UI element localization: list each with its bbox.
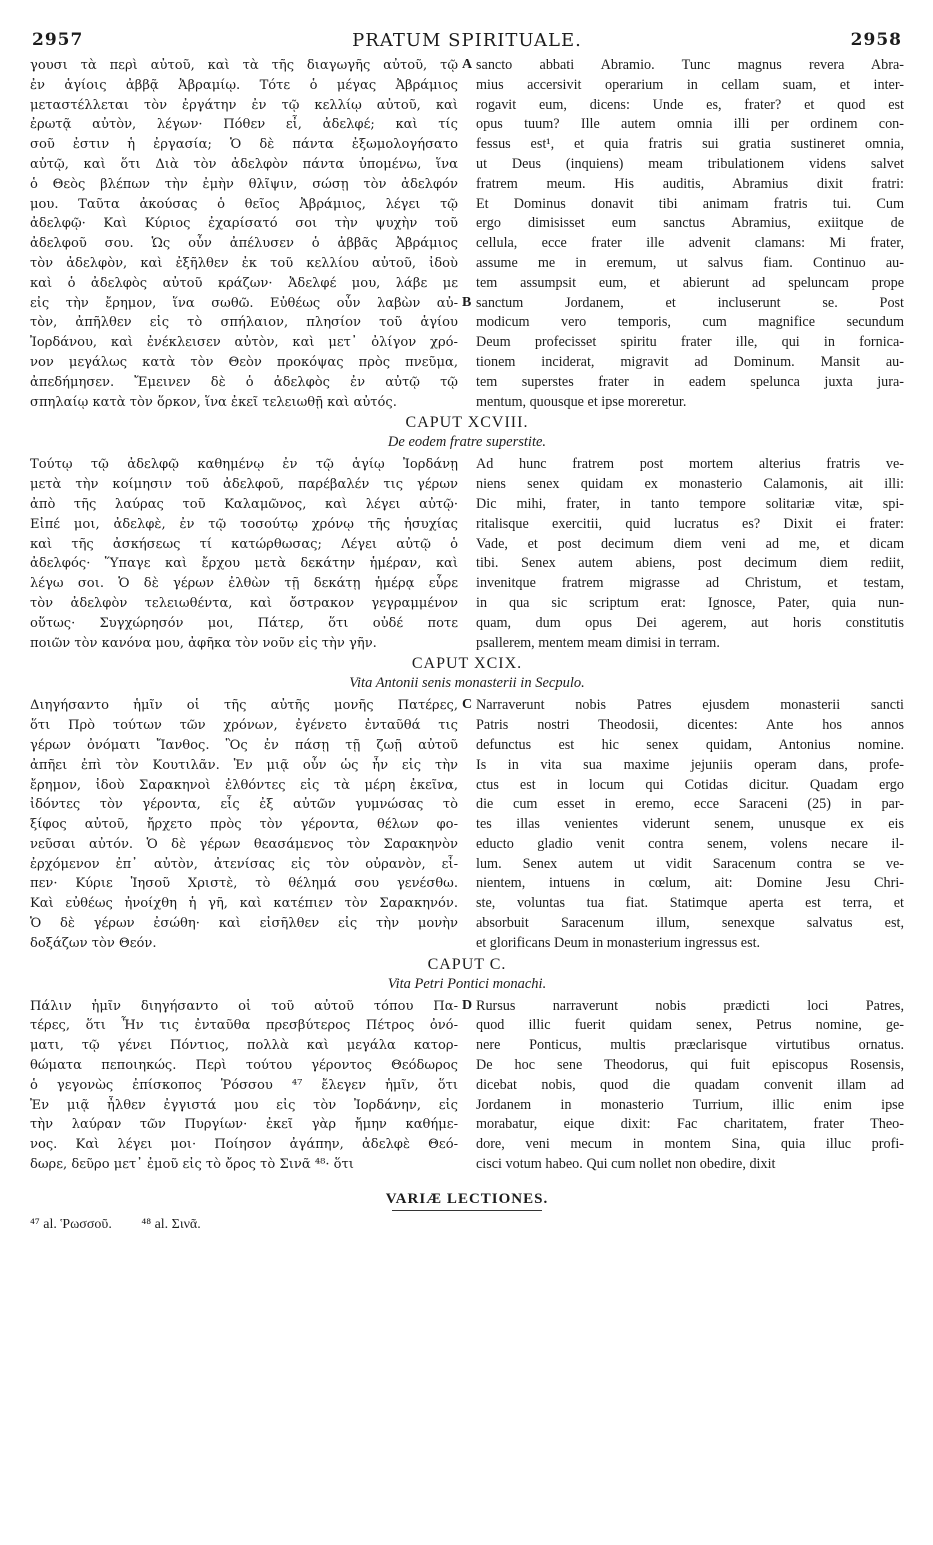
latin-text-line: Narraverunt nobis Patres ejusdem monasterii sancti xyxy=(476,697,904,714)
latin-text-line: lum. Senex autem ut vidit Saracenum contra se ve- xyxy=(476,855,904,872)
latin-text-line: ut Deus (inquiens) meam tribulationem videns salvet xyxy=(476,155,904,172)
caput-subtitle: Vita Antonii senis monasterii in Secpulo. xyxy=(349,675,585,692)
greek-text-line: Ὁ δὲ γέρων ἐσώθη· καὶ εἰσῆλθεν εἰς τὴν μονὴν xyxy=(30,916,458,932)
two-column-text xyxy=(30,696,904,953)
variant-note: ⁴⁷ al. Ῥωσσοῦ. xyxy=(30,1216,112,1232)
greek-column xyxy=(30,997,458,1175)
greek-text-line: ξίφος αὐτοῦ, ἤρχετο πρὸς τὸν γέροντα, θέλων φο- xyxy=(30,817,458,833)
latin-text-line: assume me in eremum, ut salvus fiam. Continuo au- xyxy=(476,254,904,271)
latin-text-line: quam, dum opus Dei agerem, aut horis constitutis xyxy=(476,614,904,631)
latin-text-line: Et Dominus donavit tibi animam fratris tui. Cum xyxy=(476,195,904,212)
greek-text-line: ἔρημον, ἰδοὺ Σαρακηνοὶ ἐλθόντες εἰς τὰ μέρη ἐκεῖνα, xyxy=(30,777,458,793)
greek-text-line: ἐν ἁγίοις ἀββᾷ Ἀβραμίῳ. Τότε ὁ μέγας Ἀβράμιος xyxy=(30,77,458,93)
latin-text-line: ste, voluntas tua fiat. Statimque aperta est terra, et xyxy=(476,895,904,912)
greek-column xyxy=(30,455,458,653)
greek-text-line: ἐρωτᾷ αὐτὸν, λέγων· Πόθεν εἶ, ἀδελφέ; καὶ τίς xyxy=(30,117,458,133)
latin-text-line: dore, veni mecum in montem Sina, quia illuc profi- xyxy=(476,1136,904,1153)
latin-column xyxy=(476,997,904,1175)
latin-text-line: mentum, quousque et ipse moreretur. xyxy=(476,393,687,410)
greek-text-line: Πάλιν ἡμῖν διηγήσαντο οἱ τοῦ αὐτοῦ τόπου Πα- xyxy=(30,998,458,1014)
caput-subtitle: De eodem fratre superstite. xyxy=(387,434,547,451)
left-page-number: 2957 xyxy=(32,30,84,50)
latin-text-line: Dic mihi, frater, in tanto tempore solitariæ vitæ, spi- xyxy=(476,495,904,512)
greek-text-line: Τούτῳ τῷ ἀδελφῷ καθημένῳ ἐν τῷ ἁγίῳ Ἰορδάνῃ xyxy=(30,457,458,473)
latin-text-line: Ad hunc fratrem post mortem alterius fratris ve- xyxy=(476,456,904,473)
greek-text-line: ἀπὸ τῆς λαύρας τοῦ Καλαμῶνος, καὶ λέγει αὐτῷ· xyxy=(30,496,458,512)
greek-text-line: τέρες, ὅτι Ἦν τις ἐνταῦθα πρεσβύτερος Πέτρος ὀνό- xyxy=(30,1018,458,1034)
greek-text-line: οὕτως· Συγχώρησόν μοι, Πάτερ, ὅτι οὐδέ ποτε xyxy=(30,615,458,631)
greek-text-line: ἰδόντες τὸν γέροντα, εἷς ἐξ αὐτῶν γυμνώσας τὸ xyxy=(30,797,458,813)
caput-heading: CAPUT XCVIII. xyxy=(405,414,529,432)
greek-text-line: τὴν λαύραν τῶν Πυργίων· ἐκεῖ γὰρ ἤμην καθήμε- xyxy=(30,1117,458,1133)
caput-heading: CAPUT XCIX. xyxy=(411,655,523,673)
greek-text-line: γουσι τὰ περὶ αὐτοῦ, καὶ τὰ τῆς διαγωγῆς αὐτοῦ, τῷ xyxy=(30,58,458,73)
greek-text-line: ἀδελφοῦ σου. Ὡς οὖν ἀπέλυσεν ὁ ἀββᾶς Ἀβράμιος xyxy=(30,236,458,252)
latin-text-line: et glorificans Deum in monasterium ingressus est. xyxy=(476,934,761,951)
latin-text-line: absorbuit Saracenum illum, senexque salvatus est, xyxy=(476,915,904,932)
latin-text-line: tibi. Senex autem abiens, post decimum diem rediit, xyxy=(476,555,904,572)
latin-text-line: Rursus narraverunt nobis prædicti loci Patres, xyxy=(476,997,904,1014)
greek-text-line: μεταστέλλεται τὸν ἐργάτην ἐν τῷ κελλίῳ αὐτοῦ, καὶ xyxy=(30,97,458,113)
latin-column xyxy=(476,455,904,653)
variant-notes xyxy=(30,1217,904,1233)
latin-text-line: dicebat nobis, quod die quadam convenit illam ad xyxy=(476,1076,904,1093)
two-column-text xyxy=(30,997,904,1175)
greek-text-line: λέγω σοι. Ὁ δὲ γέρων ἐλθὼν τῇ δεκάτῃ ἡμέρᾳ εὗρε xyxy=(30,576,458,592)
greek-text-line: νος. Καὶ λέγει μοι· Ποίησον ἀγάπην, ἀδελφὲ Θεό- xyxy=(30,1137,458,1153)
greek-text-line: ὅτι Πρὸ τούτων τῶν χρόνων, ἐγένετο ἐνταῦθά τις xyxy=(30,718,458,734)
latin-column xyxy=(476,56,904,412)
greek-text-line: εἰς τὴν ἔρημον, ἵνα σωθῶ. Εὐθέως οὖν λαβὼν αὐ- xyxy=(30,295,458,311)
greek-text-line: καὶ τῆς ἀσκήσεως τί κατώρθωσας; Λέγει αὐτῷ ὁ xyxy=(30,536,458,552)
latin-text-line: De hoc sene Theodorus, qui fuit episcopus Rosensis, xyxy=(476,1057,904,1074)
greek-text-line: Ἐν μιᾷ ἦλθεν ἐγγιστά μου εἰς τὸν Ἰορδάνην, εἰς xyxy=(30,1097,458,1113)
greek-text-line: ἀπῆει ἐπὶ τὸν Κουτιλᾶν. Ἐν μιᾷ οὖν ὡς ἦν εἰς τὴν xyxy=(30,757,458,773)
latin-text-line: opus tuum? Ille autem omnia illi per ordinem con- xyxy=(476,116,904,133)
greek-text-line: θώματα πεποιηκώς. Περὶ τούτου γέροντος Θεόδωρος xyxy=(30,1058,458,1074)
greek-text-line: δωρε, δεῦρο μετ᾽ ἐμοῦ εἰς τὸ ὄρος τὸ Σινᾶ ⁴⁸· ὅτι xyxy=(30,1157,354,1173)
caput-section xyxy=(30,56,904,412)
latin-text-line: morabatur, eique dixit: Fac charitatem, frater Theo- xyxy=(476,1116,904,1133)
greek-text-line: ἀδελφός· Ὕπαγε καὶ ἔρχου μετὰ δεκάτην ἡμέραν, καὶ xyxy=(30,556,458,572)
caput-heading: CAPUT C. xyxy=(427,955,507,973)
latin-text-line: Patris nostri Theodosii, dicentes: Ante hos annos xyxy=(476,717,904,734)
greek-text-line: Εἰπέ μοι, ἀδελφὲ, ἐν τῷ τοσούτῳ χρόνῳ τῆς ἡσυχίας xyxy=(30,516,458,532)
margin-letter: D xyxy=(462,997,473,1013)
greek-text-line: νον μεγάλως κατὰ τὸν Θεὸν προκόψας πρὸς πνεῦμα, xyxy=(30,354,458,370)
margin-letter: C xyxy=(462,697,473,713)
latin-text-line: niens senex quidam ex monasterio Calamonis, ait illi: xyxy=(476,476,904,493)
greek-text-line: ποιῶν τὸν κανόνα μου, ἀφῆκα τὸν νοῦν εἰς τὴν γῆν. xyxy=(30,635,377,651)
latin-text-line: Deum profecisset spiritu frater ille, qui in fornica- xyxy=(476,334,904,351)
latin-text-line: Jordanem in monasterio Turrium, illic enim ipse xyxy=(476,1096,904,1113)
greek-text-line: τὸν ἀδελφὸν, καὶ ἐξῆλθεν ἐκ τοῦ κελλίου αὐτοῦ, ἰδοὺ xyxy=(30,255,458,271)
greek-text-line: σοῦ ἐστιν ἡ ἐργασία; Ὁ δὲ πάντα ἐξωμολογήσατο xyxy=(30,137,458,153)
latin-text-line: cisci votum habeo. Qui cum nollet non obedire, dixit xyxy=(476,1156,776,1173)
latin-text-line: mius accersivit operarium in cellam suam, et inter- xyxy=(476,76,904,93)
latin-text-line: fratrem meum. His auditis, Abramius dixit fratri: xyxy=(476,175,904,192)
latin-text-line: cellula, ecce frater ille advenit clamans: Mi frater, xyxy=(476,235,904,252)
latin-text-line: quod illic fuerit quidam senex, Petrus nomine, ge- xyxy=(476,1017,904,1034)
greek-text-line: μου. Ταῦτα ἀκούσας ὁ θεῖος Ἀβράμιος, λέγει τῷ xyxy=(30,196,458,212)
latin-text-line: invenitque fratrem migrasse ad Christum, et testam, xyxy=(476,575,904,592)
latin-text-line: nere Ponticus, multis præclarisque virtutibus ornatus. xyxy=(476,1037,904,1054)
greek-column xyxy=(30,56,458,412)
two-column-text xyxy=(30,455,904,653)
greek-text-line: μετὰ τὴν κοίμησιν τοῦ ἀδελφοῦ, παρέβαλέν τις γέρων xyxy=(30,477,458,493)
latin-text-line: sancto abbati Abramio. Tunc magnus revera Abra- xyxy=(476,57,904,73)
latin-text-line: fessus est¹, et quia fratris sui gratia sustineret omnia, xyxy=(476,136,904,153)
latin-text-line: in qua sic scriptum erat: Ignosce, Pater, quia nun- xyxy=(476,594,904,611)
latin-text-line: psallerem, mentem meam dimisi in terram. xyxy=(476,634,720,651)
latin-text-line: ritalisque exercitii, quid lucratus es? Dixit ei frater: xyxy=(476,515,904,532)
variant-note: ⁴⁸ al. Σινᾶ. xyxy=(141,1216,201,1232)
greek-text-line: γέρων ὀνόματι Ἴανθος. Ὃς ἐν πάσῃ τῇ ζωῇ αὐτοῦ xyxy=(30,737,458,753)
latin-text-line: modicum vero temporis, cum magnifice secundum xyxy=(476,314,904,331)
margin-letter: A xyxy=(462,57,473,72)
greek-text-line: ὁ γεγονὼς ἐπίσκοπος Ῥόσσου ⁴⁷ ἔλεγεν ἡμῖν, ὅτι xyxy=(30,1077,458,1093)
greek-text-line: Καὶ εὐθέως ἠνοίχθη ἡ γῆ, καὶ κατέπιεν τὸν Σαρακηνόν. xyxy=(30,896,458,912)
body-sections xyxy=(30,56,904,1175)
greek-text-line: ὁ Θεὸς βλέπων τὴν ἐμὴν θλῖψιν, σώσῃ τὸν ἀδελφόν xyxy=(30,176,458,192)
latin-column xyxy=(476,696,904,953)
margin-letter: B xyxy=(462,294,472,310)
greek-text-line: ματι, τῷ γένει Πόντιος, πολλὰ καὶ μεγάλα κατορ- xyxy=(30,1038,458,1054)
running-title: PRATUM SPIRITUALE. xyxy=(352,30,582,51)
latin-text-line: tes illas venientes viderunt senem, unusque ex eis xyxy=(476,816,904,833)
variae-lectiones-heading: VARIÆ LECTIONES. xyxy=(385,1190,549,1207)
greek-text-line: δοξάζων τὸν Θεόν. xyxy=(30,935,157,951)
greek-text-line: πεν· Κύριε Ἰησοῦ Χριστὲ, τὸ θέλημά σου γενέσθω. xyxy=(30,876,458,892)
page xyxy=(30,30,904,1233)
caput-section xyxy=(30,955,904,1175)
latin-text-line: educto gladio venit contra senem, volens necare il- xyxy=(476,835,904,852)
greek-text-line: αὐτῷ, καὶ ὅτι Διὰ τὸν ἀδελφὸν πάντα ὑπομένω, ἵνα xyxy=(30,156,458,172)
latin-text-line: nientem, intuens in cœlum, ait: Domine Jesu Chri- xyxy=(476,875,904,892)
greek-text-line: ἀπεδήμησεν. Ἔμεινεν δὲ ὁ ἀδελφὸς ἐν αὐτῷ τῷ xyxy=(30,374,458,390)
latin-text-line: tem assumpsit eum, et abierunt ad speluncam prope xyxy=(476,274,904,291)
caput-section xyxy=(30,413,904,653)
variae-lectiones-rule xyxy=(392,1210,542,1211)
two-column-text xyxy=(30,56,904,412)
greek-text-line: τὸν, ἀπῆλθεν εἰς τὸ σπήλαιον, πλησίον τοῦ ἁγίου xyxy=(30,315,458,331)
latin-text-line: ergo dimisisset eum sanctus Abramius, exiitque de xyxy=(476,215,904,232)
latin-text-line: rogavit eum, dicens: Unde es, frater? et quod est xyxy=(476,96,904,113)
latin-text-line: Vade, et post decimum diem veni ad me, et dicam xyxy=(476,535,904,552)
caput-section xyxy=(30,654,904,953)
greek-column xyxy=(30,696,458,953)
latin-text-line: ctus est in locum qui Cotidas dicitur. Quadam ergo xyxy=(476,776,904,793)
latin-text-line: Is in vita sua maxime jejuniis operam dans, profe- xyxy=(476,756,904,773)
greek-text-line: Ἰορδάνου, καὶ ἐνέκλεισεν αὐτὸν, καὶ μετ᾽ ὀλίγον χρό- xyxy=(30,335,458,351)
latin-text-line: tem superstes frater in eadem spelunca juxta jura- xyxy=(476,373,904,390)
greek-text-line: τὸν ἀδελφὸν τελειωθέντα, καὶ ὄστρακον γεγραμμένον xyxy=(30,595,458,611)
greek-text-line: νεῦσαι αὐτόν. Ὁ δὲ γέρων θεασάμενος τὸν Σαρακηνὸν xyxy=(30,836,458,852)
latin-text-line: tionem inciderat, migravit ad Dominum. Mansit au- xyxy=(476,353,904,370)
greek-text-line: ἀδελφῷ· Καὶ Κύριος ἐχαρίσατό σοι τὴν ψυχὴν τοῦ xyxy=(30,216,458,232)
right-page-number: 2958 xyxy=(850,30,902,50)
caput-subtitle: Vita Petri Pontici monachi. xyxy=(387,975,547,992)
greek-text-line: ἐρχόμενον ἐπ᾽ αὐτὸν, ἀτενίσας εἰς τὸν οὐρανὸν, εἶ- xyxy=(30,856,458,872)
latin-text-line: defunctus est hic senex quidam, Antonius nomine. xyxy=(476,736,904,753)
page-header xyxy=(30,30,904,56)
latin-text-line: sanctum Jordanem, et incluserunt se. Post xyxy=(476,294,904,311)
greek-text-line: Διηγήσαντο ἡμῖν οἱ τῆς αὐτῆς μονῆς Πατέρες, xyxy=(30,698,458,714)
latin-text-line: die cum esset in eremo, ecce Saraceni (25) in par- xyxy=(476,796,904,813)
greek-text-line: σπηλαίῳ κατὰ τὸν ὅρκον, ἵνα ἐκεῖ τελειωθῇ καὶ αὐτός. xyxy=(30,394,397,410)
greek-text-line: καὶ ὁ ἀδελφὸς αὐτοῦ κράζων· Ἀδελφέ μου, λάβε με xyxy=(30,275,458,291)
